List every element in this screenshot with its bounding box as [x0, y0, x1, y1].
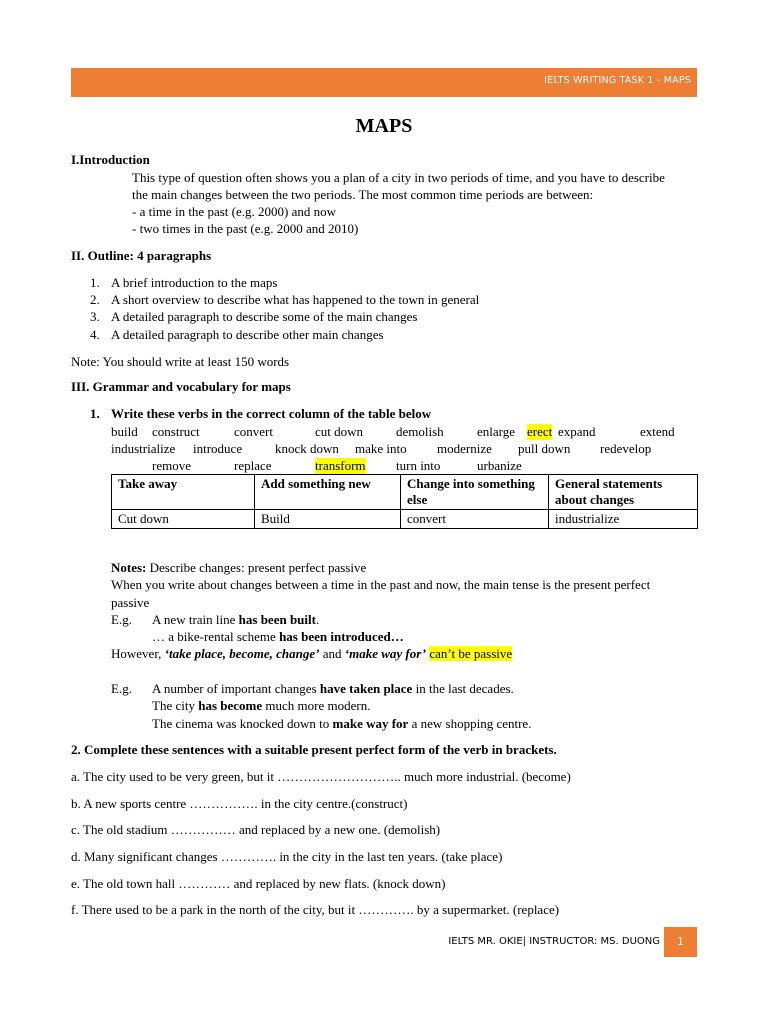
verb-word-highlighted: erect	[527, 424, 553, 439]
example-text: .	[315, 612, 320, 627]
exercise-item-e: e. The old town hall ………… and replaced by new flats. (knock down)	[71, 876, 446, 891]
table-cell: industrialize	[549, 510, 698, 529]
exercise-item-c: c. The old stadium …………… and replaced by a new one. (demolish)	[71, 822, 441, 837]
notes-label: Notes:	[111, 560, 147, 575]
table-header-cell: General statements about changes	[549, 475, 698, 510]
outline-item-1: A brief introduction to the maps	[111, 275, 278, 290]
outline-item-3: A detailed paragraph to describe some of the main changes	[111, 309, 418, 324]
header-text: IELTS WRITING TASK 1 - MAPS	[544, 75, 691, 86]
outline-num-3: 3.	[90, 309, 100, 324]
outline-item-2: A short overview to describe what has happened to the town in general	[111, 292, 480, 307]
verb-word: demolish	[396, 424, 444, 439]
example-3	[152, 681, 514, 697]
example-text: in the last decades.	[412, 681, 514, 696]
intro-line-2: the main changes between the two periods. The most common time periods are between:	[132, 187, 594, 202]
page-number: 1	[664, 927, 697, 957]
verb-word: turn into	[396, 458, 441, 473]
example-text: A new train line	[152, 612, 239, 627]
example-1	[152, 612, 319, 628]
verb-word: introduce	[193, 441, 243, 456]
exercise2-heading: 2. Complete these sentences with a suitable present perfect form of the verb in brackets.	[71, 742, 557, 757]
however-text: However,	[111, 646, 165, 661]
example-2	[152, 629, 404, 645]
verb-word: enlarge	[477, 424, 516, 439]
grammar-heading: III. Grammar and vocabulary for maps	[71, 379, 291, 394]
notes-line-1	[111, 560, 366, 576]
verb-word: modernize	[437, 441, 492, 456]
example-text: much more modern.	[262, 698, 371, 713]
verb-word: pull down	[518, 441, 571, 456]
verb-table	[111, 474, 698, 529]
exercise-item-d: d. Many significant changes …………. in the city in the last ten years. (take place)	[71, 849, 503, 864]
intro-line-3: - a time in the past (e.g. 2000) and now	[132, 204, 336, 219]
verb-word: convert	[234, 424, 273, 439]
footer-text: IELTS MR. OKIE| INSTRUCTOR: MS. DUONG	[448, 936, 660, 947]
example-5	[152, 716, 531, 732]
however-emphasis: ‘make way for’	[344, 646, 427, 661]
outline-note: Note: You should write at least 150 words	[71, 354, 290, 369]
exercise-item-b: b. A new sports centre ……………. in the city centre.(construct)	[71, 796, 408, 811]
eg-label: E.g.	[111, 612, 132, 627]
table-header-cell: Change into something else	[401, 475, 549, 510]
table-cell: Cut down	[112, 510, 255, 529]
verb-word: cut down	[315, 424, 364, 439]
intro-line-4: - two times in the past (e.g. 2000 and 2010)	[132, 221, 359, 236]
table-header-cell: Take away	[112, 475, 255, 510]
verb-word: knock down	[275, 441, 339, 456]
example-emphasis: has become	[198, 698, 263, 713]
example-emphasis: make way for	[332, 716, 409, 731]
verb-word: redevelop	[600, 441, 652, 456]
notes-line-3: passive	[111, 595, 150, 610]
eg-label-2: E.g.	[111, 681, 132, 696]
outline-num-2: 2.	[90, 292, 100, 307]
intro-line-1: This type of question often shows you a plan of a city in two periods of time, and you have to describe	[132, 170, 665, 185]
however-text: and	[319, 646, 345, 661]
example-text: a new shopping centre.	[408, 716, 532, 731]
however-emphasis: ‘take place, become, change’	[164, 646, 320, 661]
notes-line-2: When you write about changes between a time in the past and now, the main tense is the present perfect	[111, 577, 651, 592]
verb-word: urbanize	[477, 458, 522, 473]
however-line	[111, 646, 512, 662]
example-text: The cinema was knocked down to	[152, 716, 333, 731]
verb-word: make into	[355, 441, 407, 456]
outline-item-4: A detailed paragraph to describe other main changes	[111, 327, 384, 342]
example-text: The city	[152, 698, 199, 713]
notes-text: Describe changes: present perfect passive	[146, 560, 367, 575]
task1-num: 1.	[90, 406, 100, 421]
page-title: MAPS	[355, 115, 413, 137]
example-emphasis: have taken place	[319, 681, 413, 696]
verb-word-highlighted: transform	[315, 458, 366, 473]
verb-word: build	[111, 424, 138, 439]
outline-num-1: 1.	[90, 275, 100, 290]
table-header-row	[112, 475, 698, 510]
outline-heading: II. Outline: 4 paragraphs	[71, 248, 212, 263]
task1-instruction: Write these verbs in the correct column of the table below	[111, 406, 432, 421]
exercise-item-a: a. The city used to be very green, but it ……………………….. much more industrial. (become)	[71, 769, 571, 784]
verb-word: industrialize	[111, 441, 176, 456]
verb-word: extend	[640, 424, 675, 439]
example-emphasis: has been built	[238, 612, 316, 627]
example-text: … a bike-rental scheme	[152, 629, 280, 644]
example-4	[152, 698, 370, 714]
exercise-item-f: f. There used to be a park in the north of the city, but it …………. by a supermarket. (replace)	[71, 902, 560, 917]
cant-be-passive-highlight: can’t be passive	[429, 646, 513, 661]
verb-word: construct	[152, 424, 200, 439]
table-header-cell: Add something new	[255, 475, 401, 510]
verb-word: remove	[152, 458, 191, 473]
example-text: A number of important changes	[152, 681, 320, 696]
verb-word: replace	[234, 458, 272, 473]
verb-word: expand	[558, 424, 596, 439]
intro-heading: I.Introduction	[71, 152, 150, 167]
example-emphasis: has been introduced…	[279, 629, 404, 644]
table-cell: convert	[401, 510, 549, 529]
outline-num-4: 4.	[90, 327, 100, 342]
table-cell: Build	[255, 510, 401, 529]
table-row	[112, 510, 698, 529]
header-bar	[71, 68, 697, 97]
